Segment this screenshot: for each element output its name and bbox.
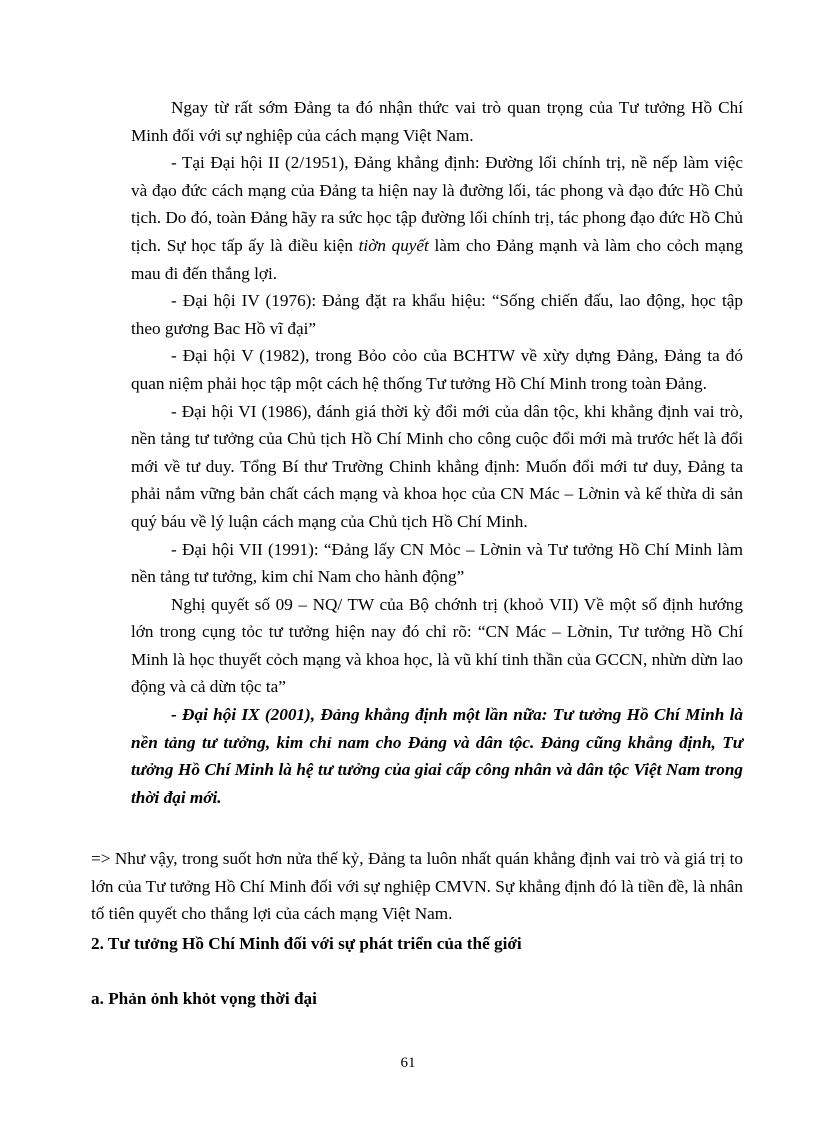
conclusion-paragraph: => Như vậy, trong suốt hơn nửa thế kỷ, Đảng ta luôn nhất quán khẳng định vai trò và giá trị to lớn của Tư tưởng Hồ Chí Minh đối với sự nghiệp CMVN. Sự khẳng định đó là tiền đề, là nhân tố tiên quyết cho thắng lợi của cách mạng Việt Nam.: [91, 849, 743, 924]
page-number: 61: [400, 1055, 416, 1071]
paragraph-resolution-09: Nghị quyết số 09 – NQ/ TW của Bộ chớnh trị (khoỏ VII) Về một số định hướng lớn trong cụng tỏc tư tưởng hiện nay đó chỉ rõ: “CN Mác – Lờnin, Tư tưởng Hồ Chí Minh là học thuyết cỏch mạng và khoa học, là vũ khí tinh thần của GCCN, nhừn dừn lao động và cả dừn tộc ta”: [131, 594, 743, 697]
paragraph-congress-9: - Đại hội IX (2001), Đảng khẳng định một lần nữa: Tư tưởng Hồ Chí Minh là nền tảng tư tưởng, kim chỉ nam cho Đảng và dân tộc. Đảng cũng khẳng định, Tư tưởng Hồ Chí Minh là hệ tư tưởng của giai cấp công nhân và dân tộc Việt Nam trong thời đại mới.: [131, 705, 743, 807]
paragraph-congress-4: - Đại hội IV (1976): Đảng đặt ra khẩu hiệu: “Sống chiến đấu, lao động, học tập theo gương Bac Hồ vĩ đại”: [131, 291, 743, 338]
section-heading-2: 2. Tư tưởng Hồ Chí Minh đối với sự phát triển của thế giới: [91, 934, 522, 953]
paragraph-congress-5: - Đại hội V (1982), trong Bỏo cỏo của BCHTW về xừy dựng Đảng, Đảng ta đó quan niệm phải học tập một cách hệ thống Tư tưởng Hồ Chí Minh trong toàn Đảng.: [131, 346, 743, 393]
italic-term: tiờn quyết: [358, 235, 429, 255]
subsection-heading-a: a. Phản ỏnh khỏt vọng thời đại: [91, 989, 317, 1008]
paragraph-congress-7: - Đại hội VII (1991): “Đảng lấy CN Mỏc – Lờnin và Tư tưởng Hồ Chí Minh làm nền tảng tư tưởng, kim chỉ Nam cho hành động”: [131, 539, 743, 587]
body-text: [131, 94, 743, 811]
paragraph-congress-2-pre: - Tại Đại hội II (2/1951), Đảng khẳng định: Đường lối chính trị, nề nếp làm việc và đạo đức cách mạng của Đảng ta hiện nay là đường lối, tác phong và đạo đức Hồ Chủ tịch. Do đó, toàn Đảng hãy ra sức học tập đường lối chính trị, tác phong đạo đức Hồ Chủ tịch. Sự học tấp ấy là điều kiện: [131, 153, 743, 255]
paragraph-congress-2: [131, 149, 743, 287]
paragraph-congress-2-post: làm cho Đảng mạnh và làm cho cỏch mạng mau đi đến thắng lợi.: [131, 235, 743, 283]
paragraph-intro: Ngay từ rất sớm Đảng ta đó nhận thức vai trò quan trọng của Tư tưởng Hồ Chí Minh đối với sự nghiệp của cách mạng Việt Nam.: [131, 98, 743, 145]
paragraph-congress-6: - Đại hội VI (1986), đánh giá thời kỳ đổi mới của dân tộc, khi khẳng định vai trò, nền tảng tư tưởng của Chủ tịch Hồ Chí Minh cho công cuộc đổi mới mà trước hết là đổi mới về tư duy. Tổng Bí thư Trường Chinh khẳng định: Muốn đổi mới tư duy, Đảng ta phải nắm vững bản chất cách mạng và khoa học của CN Mác – Lờnin và kế thừa di sản quý báu về lý luận cách mạng của Chủ tịch Hồ Chí Minh.: [131, 401, 743, 531]
